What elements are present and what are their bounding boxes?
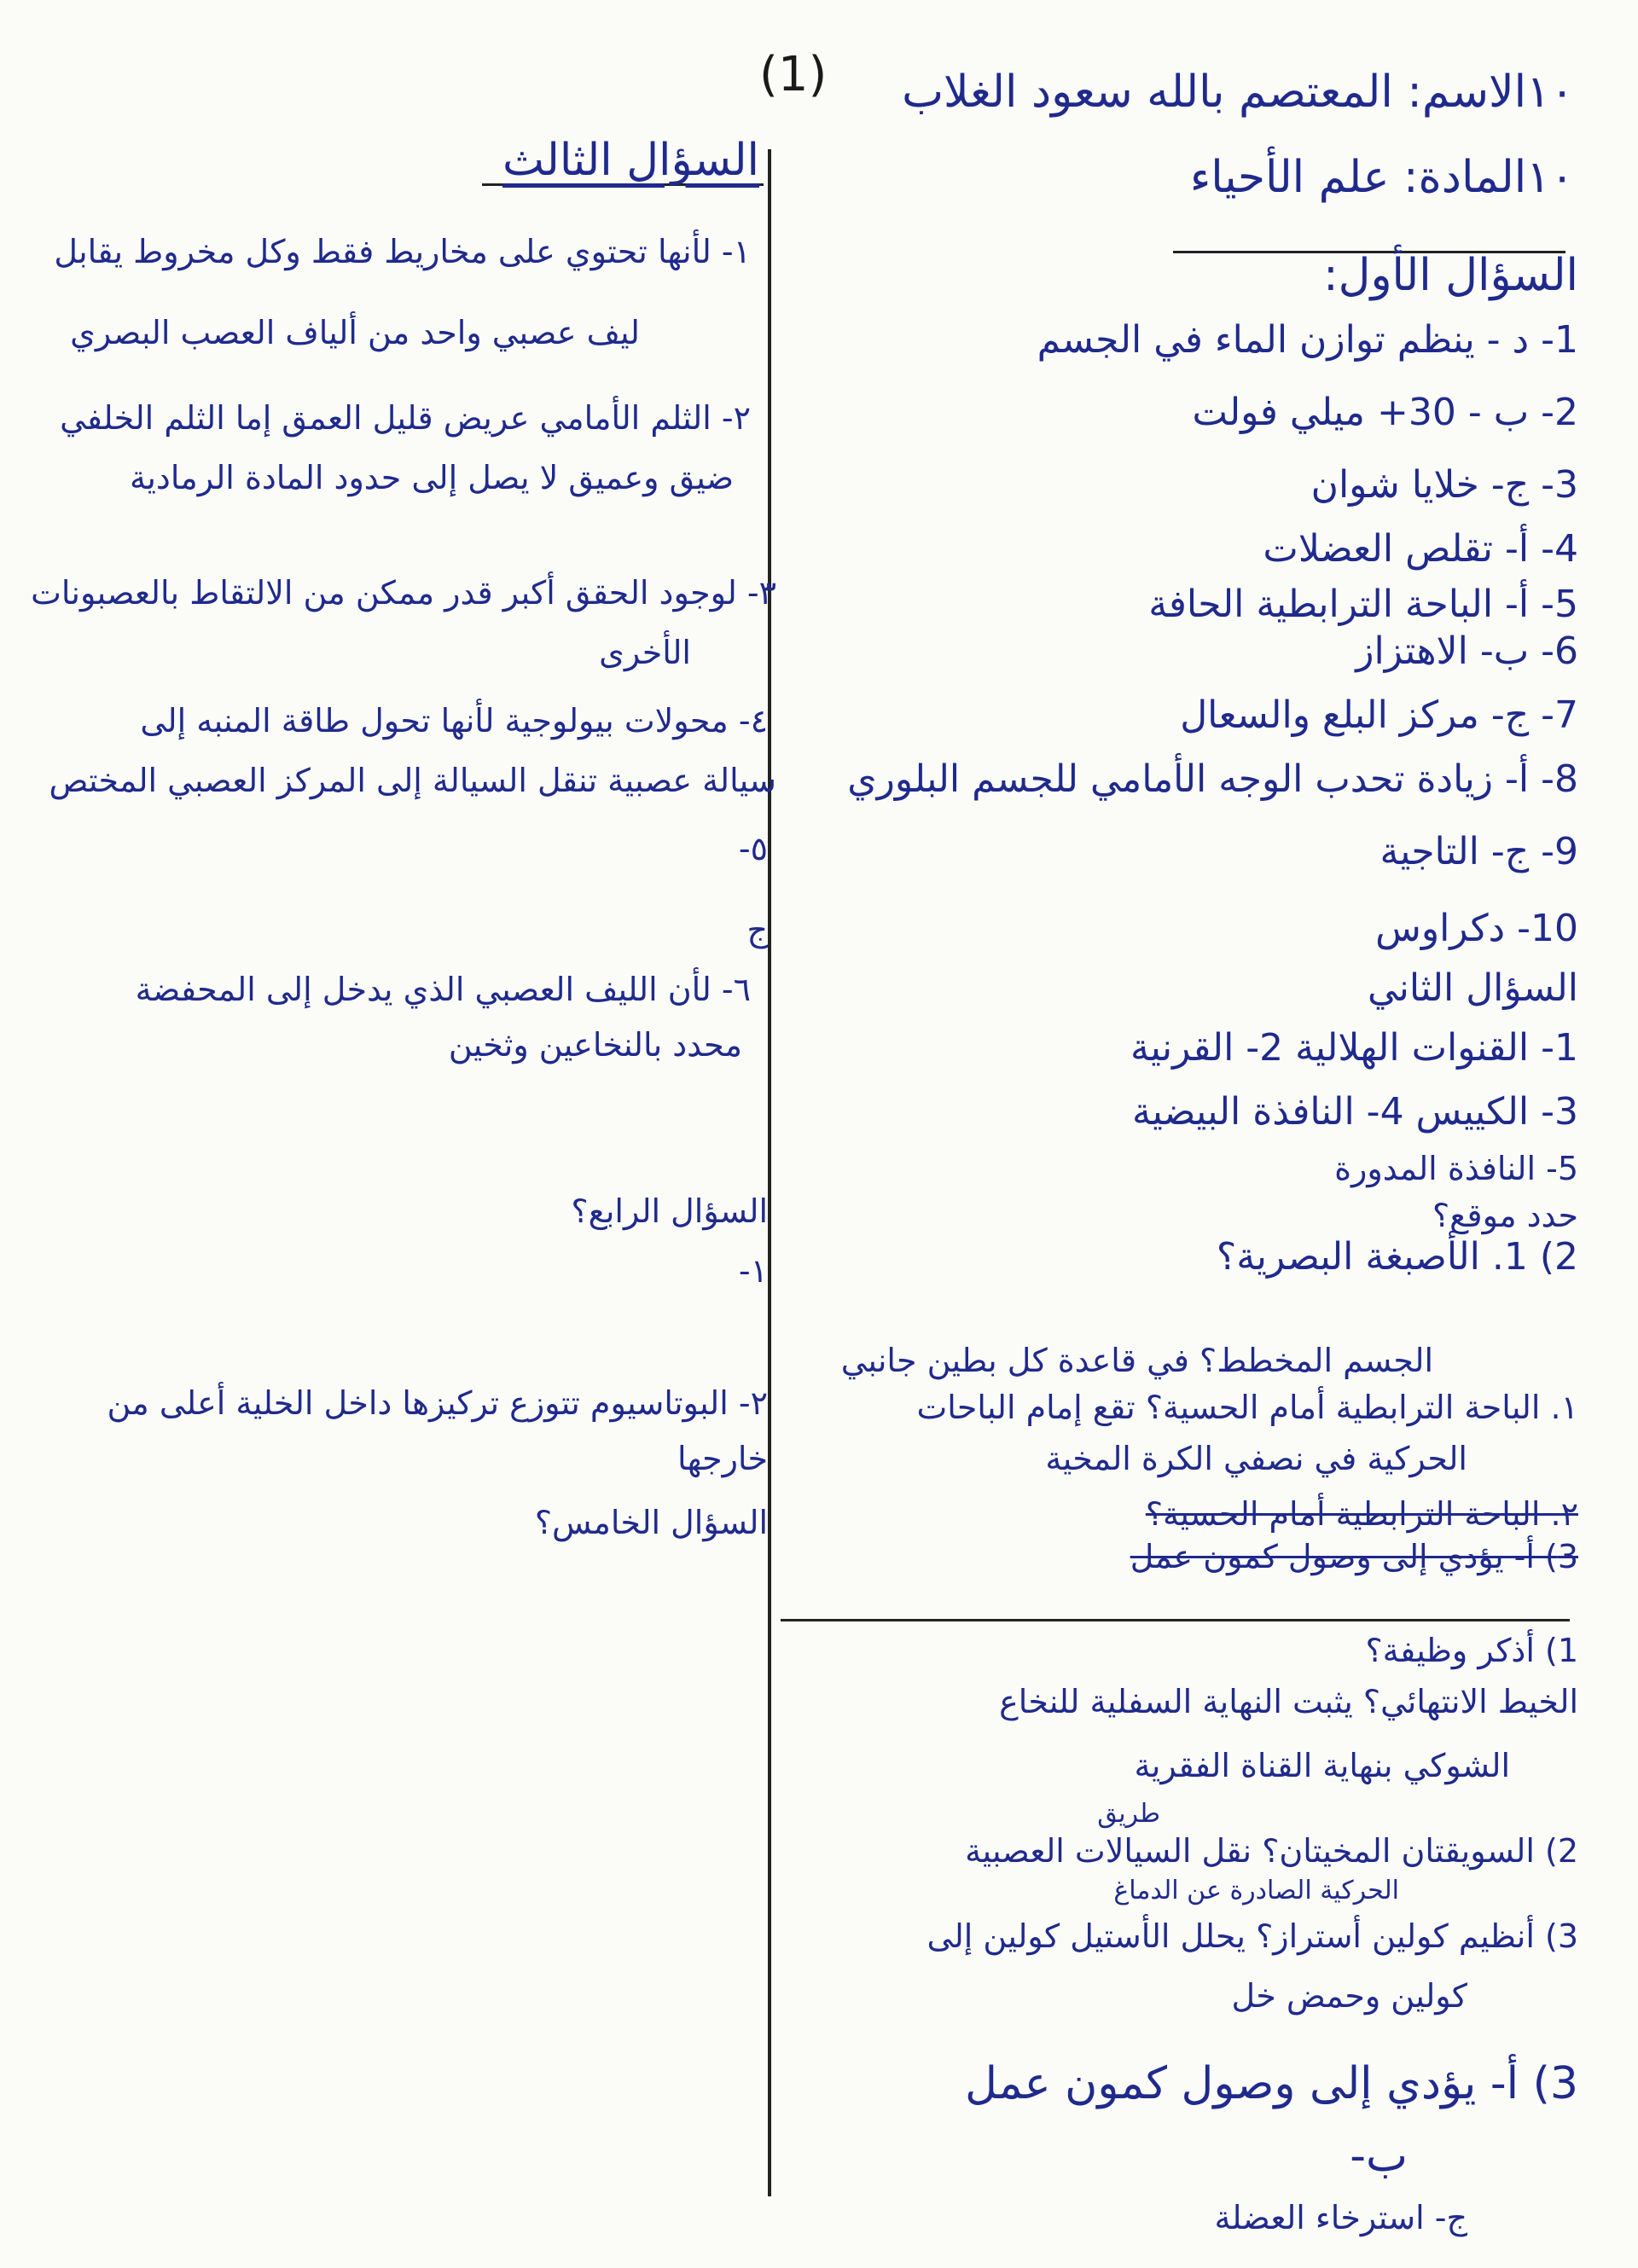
func-line: الحركية الصادرة عن الدماغ <box>1113 1876 1399 1905</box>
q1-answer: 5- أ- الباحة الترابطية الحافة <box>1148 583 1578 626</box>
func-line: كولين وحمض خل <box>1231 1977 1467 2015</box>
q2-definition: الجسم المخطط؟ في قاعدة كل بطين جانبي <box>840 1342 1433 1379</box>
q1-answer: 9- ج- التاجية <box>1380 830 1578 873</box>
subject-line: ١٠المادة: علم الأحياء <box>1189 152 1574 203</box>
func-line: ب- <box>1350 2131 1408 2182</box>
q3-answer: ٤- محولات بيولوجية لأنها تحول طاقة المنبه إلى <box>140 702 768 740</box>
q2-answer: 2) 1. الأصبغة البصرية؟ <box>1216 1235 1578 1279</box>
q2-crossed: 3) أ- يؤدي إلى وصول كمون عمل <box>1130 1538 1578 1575</box>
q1-answer: 10- دكراوس <box>1375 907 1578 950</box>
func-line: الخيط الانتهائي؟ يثبت النهاية السفلية للنخاع <box>999 1683 1578 1720</box>
q1-answer: 7- ج- مركز البلع والسعال <box>1180 693 1578 737</box>
student-name: ١٠الاسم: المعتصم بالله سعود الغلاب <box>902 67 1574 118</box>
q2-answer: 5- النافذة المدورة <box>1334 1150 1578 1187</box>
q5-heading: السؤال الخامس؟ <box>534 1504 768 1541</box>
q1-answer: 6- ب- الاهتزاز <box>1356 629 1578 673</box>
q4-heading: السؤال الرابع؟ <box>571 1192 768 1230</box>
q3-answer: ج <box>746 911 768 948</box>
q2-answer: 3- الكييس 4- النافذة البيضية <box>1132 1090 1578 1134</box>
q1-answer: 1- د - ينظم توازن الماء في الجسم <box>1037 318 1578 362</box>
q3-answer: ٦- لأن الليف العصبي الذي يدخل إلى المحفضة <box>135 971 751 1008</box>
q1-heading: السؤال الأول: <box>1323 250 1578 301</box>
q3-answer: ٣- لوجود الحقق أكبر قدر ممكن من الالتقاط بالعصبونات <box>31 574 776 612</box>
q2-heading: السؤال الثاني <box>1367 966 1578 1010</box>
q1-answer: 4- أ- تقلص العضلات <box>1263 527 1578 571</box>
q1-answer: 2- ب - 30+ ميلي فولت <box>1192 391 1578 434</box>
q2-definition: ١. الباحة الترابطية أمام الحسية؟ تقع إمام الباحات <box>916 1389 1578 1426</box>
func-line: 2) السويقتان المخيتان؟ نقل السيالات العصبية <box>965 1832 1578 1870</box>
page-number: (1) <box>759 47 828 102</box>
q2-answer: حدد موقع؟ <box>1432 1197 1578 1234</box>
section-divider <box>781 1619 1570 1621</box>
q2-definition: الحركية في نصفي الكرة المخية <box>1045 1440 1467 1477</box>
func-line: 3) أ- يؤدي إلى وصول كمون عمل <box>965 2058 1578 2109</box>
q3-answer: ليف عصبي واحد من ألياف العصب البصري <box>70 314 640 351</box>
func-heading: 1) أذكر وظيفة؟ <box>1365 1632 1578 1669</box>
q4-answer: خارجها <box>677 1440 768 1477</box>
q4-answer: ١- <box>738 1252 768 1290</box>
q3-answer: ٥- <box>738 830 768 867</box>
q3-answer: ٢- الثلم الأمامي عريض قليل العمق إما الثلم الخلفي <box>60 399 751 437</box>
column-divider <box>768 149 771 2196</box>
q3-answer: محدد بالنخاعين وثخين <box>448 1026 742 1064</box>
q1-answer: 8- أ- زيادة تحدب الوجه الأمامي للجسم البلوري <box>847 757 1578 801</box>
func-line: ج- استرخاء العضلة <box>1214 2199 1467 2236</box>
q3-answer: ١- لأنها تحتوي على مخاريط فقط وكل مخروط يقابل <box>54 233 751 270</box>
q4-answer: ٢- البوتاسيوم تتوزع تركيزها داخل الخلية أعلى من <box>107 1384 768 1422</box>
func-insert: طريق <box>1097 1799 1160 1829</box>
q3-answer: الأخرى <box>599 634 691 671</box>
q3-heading: السؤال الثالث <box>502 135 759 186</box>
q2-answer: 1- القنوات الهلالية 2- القرنية <box>1130 1026 1578 1070</box>
q3-answer: ضيق وعميق لا يصل إلى حدود المادة الرمادية <box>129 459 734 496</box>
func-line: الشوكي بنهاية القناة الفقرية <box>1134 1747 1510 1784</box>
func-line: 3) أنظيم كولين أستراز؟ يحلل الأستيل كولين إلى <box>926 1917 1578 1955</box>
q3-answer: سيالة عصبية تنقل السيالة إلى المركز العصبي المختص <box>49 762 776 799</box>
q1-answer: 3- ج- خلايا شوان <box>1310 463 1578 507</box>
q2-crossed: ٢. الباحة الترابطية أمام الحسية؟ <box>1145 1495 1578 1533</box>
